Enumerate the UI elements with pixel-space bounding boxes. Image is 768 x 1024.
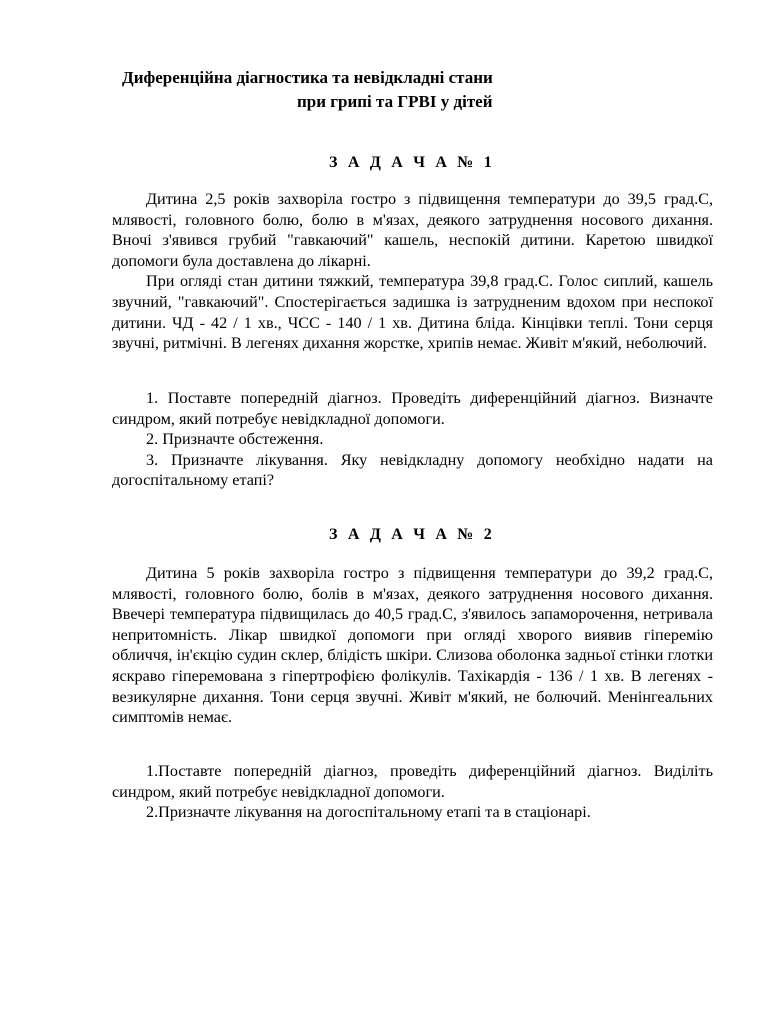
- task-1-question-3: 3. Призначте лікування. Яку невідкладну допомогу необхідно надати на догоспітальному етапі?: [112, 450, 713, 490]
- task-2-question-2: 2.Призначте лікування на догоспітальному етапі та в стаціонарі.: [146, 803, 591, 822]
- task-2-heading: З А Д А Ч А № 2: [329, 526, 495, 543]
- task-1-heading: З А Д А Ч А № 1: [329, 154, 495, 171]
- task-2-paragraph-1: Дитина 5 років захворіла гостро з підвищення температури до 39,2 град.С, млявості, головного болю, болів в м'язах, деякого затруднення носового дихання. Ввечері температура підвищилась до 40,5 град.С, з'явилось запаморочення, нетривала непритомність. Лікар швидкої допомоги при огляді хворого виявив гіперемію обличчя, ін'єкцію судин склер, блідість шкіри. Слизова оболонка задньої стінки глотки яскраво гіперемована з гіпертрофією фолікулів. Тахікардія - 136 / 1 хв. В легенях - везикулярне дихання. Тони серця звучні. Живіт м'який, не болючий. Менінгеальних симптомів немає.: [112, 564, 713, 727]
- task-1-paragraph-1: Дитина 2,5 років захворіла гостро з підвищення температури до 39,5 град.С, млявості, головного болю, болю в м'язах, деякого затруднення носового дихання. Вночі з'явився грубий "гавкаючий" кашель, неспокій дитини. Каретою швидкої допомоги була доставлена до лікарні.: [112, 190, 713, 270]
- task-1-questions: [112, 388, 713, 491]
- task-1-question-1: 1. Поставте попередній діагноз. Проведіть диференційний діагноз. Визначте синдром, який потребує невідкладної допомоги.: [112, 389, 713, 428]
- document-title-line-2: при грипі та ГРВІ у дітей: [297, 92, 493, 111]
- task-1-body: [112, 189, 713, 354]
- task-2-questions: [112, 761, 713, 823]
- task-2-body: [112, 563, 713, 728]
- document-title-line-1: Диференційна діагностика та невідкладні стани: [122, 68, 493, 87]
- task-2-question-1: 1.Поставте попередній діагноз, проведіть диференційний діагноз. Виділіть синдром, який потребує невідкладної допомоги.: [112, 762, 713, 801]
- task-1-question-2: 2. Призначте обстеження.: [146, 430, 324, 449]
- task-1-paragraph-2: При огляді стан дитини тяжкий, температура 39,8 град.С. Голос сиплий, кашель звучний, "гавкаючий". Спостерігається задишка із затрудненим вдохом при неспокої дитини. ЧД - 42 / 1 хв., ЧСС - 140 / 1 хв. Дитина бліда. Кінцівки теплі. Тони серця звучні, ритмічні. В легенях дихання жорстке, хрипів немає. Живіт м'який, неболючий.: [112, 272, 713, 353]
